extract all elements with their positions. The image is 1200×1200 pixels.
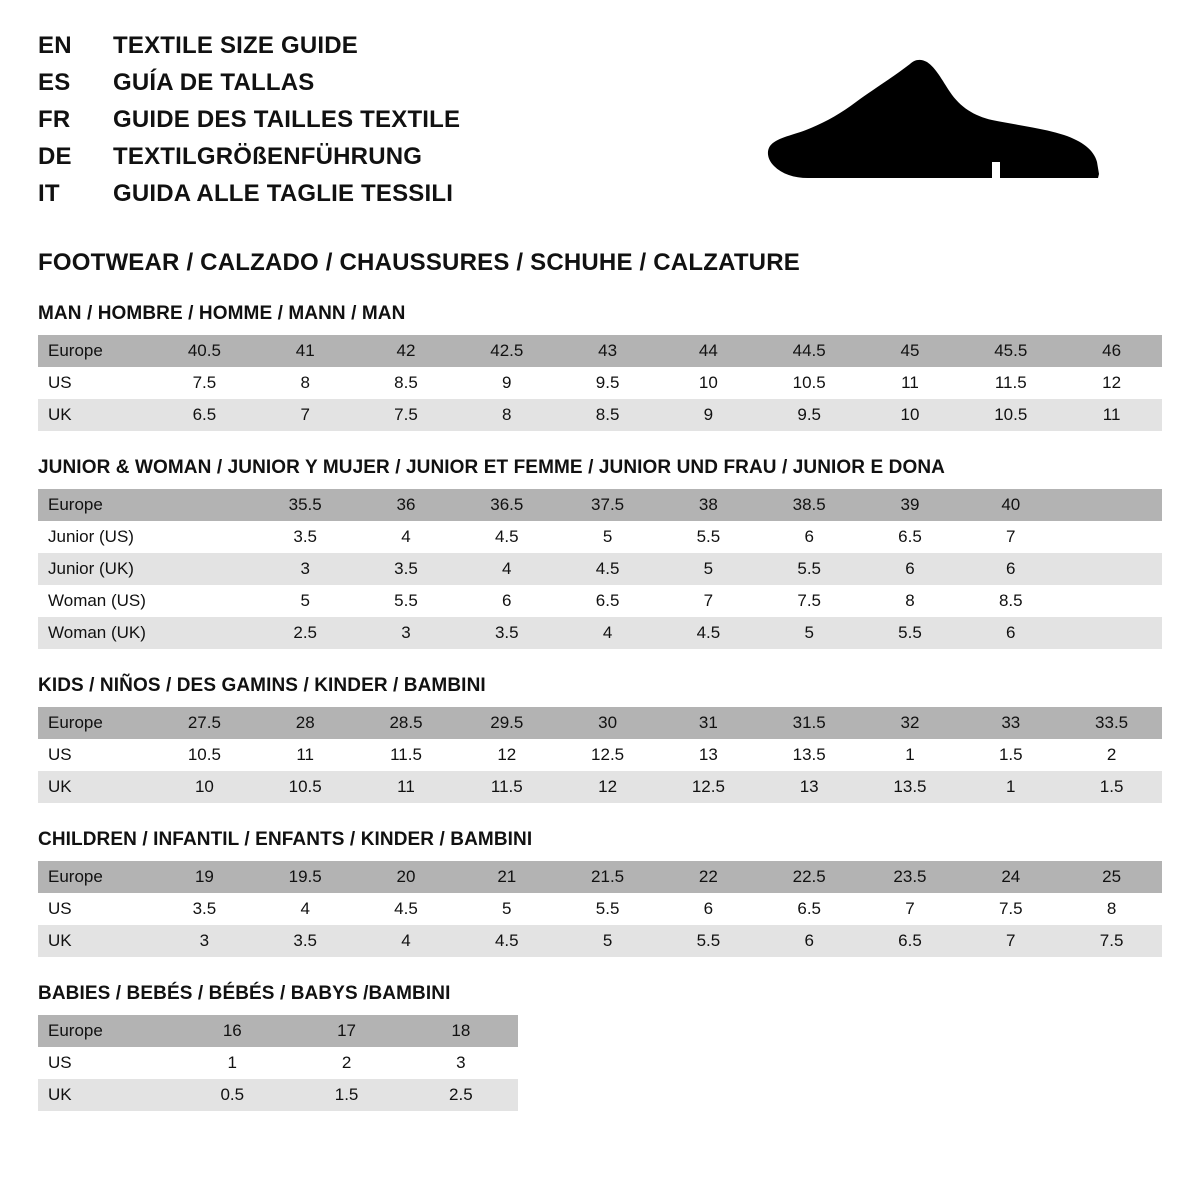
cell: 3.5 xyxy=(154,893,255,925)
cell xyxy=(154,489,255,521)
cell: 8 xyxy=(860,585,961,617)
language-code-de: DE xyxy=(38,143,72,170)
cell: 22 xyxy=(658,861,759,893)
cell: 3.5 xyxy=(255,521,356,553)
cell: 40.5 xyxy=(154,335,255,367)
cell: 6.5 xyxy=(557,585,658,617)
cell: 33.5 xyxy=(1061,707,1162,739)
row-label: Europe xyxy=(38,335,154,367)
cell: 1.5 xyxy=(289,1079,403,1111)
size-table-babies xyxy=(38,1015,518,1111)
cell: 17 xyxy=(289,1015,403,1047)
cell xyxy=(1061,617,1162,649)
cell: 36.5 xyxy=(456,489,557,521)
cell: 3.5 xyxy=(356,553,457,585)
cell xyxy=(154,553,255,585)
row-label: UK xyxy=(38,1079,175,1111)
cell: 3.5 xyxy=(456,617,557,649)
section-title-junior-woman: JUNIOR & WOMAN / JUNIOR Y MUJER / JUNIOR ET FEMME / JUNIOR UND FRAU / JUNIOR E DONA xyxy=(38,457,946,478)
table-row xyxy=(38,553,1162,585)
cell: 42.5 xyxy=(456,335,557,367)
section-junior-woman xyxy=(38,457,1162,649)
row-label: Europe xyxy=(38,707,154,739)
language-title-it: GUIDA ALLE TAGLIE TESSILI xyxy=(113,180,454,207)
row-label: US xyxy=(38,1047,175,1079)
size-table-man xyxy=(38,335,1162,431)
cell: 2.5 xyxy=(404,1079,518,1111)
cell: 18 xyxy=(404,1015,518,1047)
row-label: UK xyxy=(38,925,154,957)
cell: 5 xyxy=(456,893,557,925)
cell: 11 xyxy=(255,739,356,771)
cell xyxy=(154,585,255,617)
cell: 4.5 xyxy=(658,617,759,649)
table-row xyxy=(38,893,1162,925)
cell: 6 xyxy=(456,585,557,617)
cell: 12 xyxy=(557,771,658,803)
cell: 19.5 xyxy=(255,861,356,893)
cell: 6.5 xyxy=(154,399,255,431)
cell: 1 xyxy=(960,771,1061,803)
cell: 5.5 xyxy=(557,893,658,925)
cell: 6 xyxy=(860,553,961,585)
cell: 11.5 xyxy=(356,739,457,771)
cell: 3 xyxy=(154,925,255,957)
row-label: UK xyxy=(38,399,154,431)
cell: 7.5 xyxy=(154,367,255,399)
language-code-fr: FR xyxy=(38,106,71,133)
cell: 19 xyxy=(154,861,255,893)
cell: 12.5 xyxy=(658,771,759,803)
size-table-kids xyxy=(38,707,1162,803)
cell: 10 xyxy=(658,367,759,399)
row-label: Europe xyxy=(38,1015,175,1047)
language-code-es: ES xyxy=(38,69,71,96)
row-label: UK xyxy=(38,771,154,803)
section-title-man: MAN / HOMBRE / HOMME / MANN / MAN xyxy=(38,303,406,324)
table-row xyxy=(38,617,1162,649)
cell: 12.5 xyxy=(557,739,658,771)
cell: 24 xyxy=(960,861,1061,893)
row-label: US xyxy=(38,367,154,399)
cell: 4 xyxy=(356,521,457,553)
cell: 44.5 xyxy=(759,335,860,367)
cell: 13.5 xyxy=(860,771,961,803)
cell: 10 xyxy=(860,399,961,431)
table-row xyxy=(38,861,1162,893)
table-row xyxy=(38,925,1162,957)
section-babies xyxy=(38,983,1162,1111)
cell: 35.5 xyxy=(255,489,356,521)
table-row xyxy=(38,1079,518,1111)
cell: 6.5 xyxy=(759,893,860,925)
cell: 4.5 xyxy=(356,893,457,925)
cell: 0.5 xyxy=(175,1079,289,1111)
cell xyxy=(1061,585,1162,617)
cell: 4 xyxy=(557,617,658,649)
cell: 12 xyxy=(1061,367,1162,399)
language-title-fr: GUIDE DES TAILLES TEXTILE xyxy=(113,106,461,133)
cell: 7.5 xyxy=(356,399,457,431)
cell: 2.5 xyxy=(255,617,356,649)
row-label: Woman (US) xyxy=(38,585,154,617)
cell: 31 xyxy=(658,707,759,739)
cell: 25 xyxy=(1061,861,1162,893)
cell: 1.5 xyxy=(1061,771,1162,803)
cell: 7 xyxy=(960,521,1061,553)
row-label: US xyxy=(38,893,154,925)
cell: 5 xyxy=(658,553,759,585)
category-title: FOOTWEAR / CALZADO / CHAUSSURES / SCHUHE / CALZATURE xyxy=(38,249,800,276)
cell: 45.5 xyxy=(960,335,1061,367)
cell: 5 xyxy=(255,585,356,617)
cell: 8.5 xyxy=(356,367,457,399)
cell: 9.5 xyxy=(557,367,658,399)
cell: 3 xyxy=(255,553,356,585)
cell: 7.5 xyxy=(1061,925,1162,957)
section-children xyxy=(38,829,1162,957)
cell xyxy=(1061,489,1162,521)
cell: 11 xyxy=(1061,399,1162,431)
cell: 39 xyxy=(860,489,961,521)
cell xyxy=(154,521,255,553)
cell: 5.5 xyxy=(860,617,961,649)
cell: 6 xyxy=(960,553,1061,585)
table-row xyxy=(38,335,1162,367)
cell: 4.5 xyxy=(557,553,658,585)
cell: 5.5 xyxy=(356,585,457,617)
cell: 7 xyxy=(960,925,1061,957)
language-row-de xyxy=(38,145,460,169)
cell: 5.5 xyxy=(658,521,759,553)
table-row xyxy=(38,367,1162,399)
cell: 5 xyxy=(759,617,860,649)
cell: 38.5 xyxy=(759,489,860,521)
table-row xyxy=(38,489,1162,521)
page-header xyxy=(38,34,1162,219)
cell: 8.5 xyxy=(960,585,1061,617)
cell: 20 xyxy=(356,861,457,893)
cell: 7.5 xyxy=(960,893,1061,925)
cell xyxy=(154,617,255,649)
cell: 9 xyxy=(456,367,557,399)
row-label: Europe xyxy=(38,489,154,521)
table-row xyxy=(38,1047,518,1079)
language-row-it xyxy=(38,182,460,206)
cell: 9.5 xyxy=(759,399,860,431)
language-title-list xyxy=(38,34,460,219)
cell: 31.5 xyxy=(759,707,860,739)
table-row xyxy=(38,585,1162,617)
cell: 38 xyxy=(658,489,759,521)
table-row xyxy=(38,1015,518,1047)
cell: 21.5 xyxy=(557,861,658,893)
size-table-children xyxy=(38,861,1162,957)
language-row-es xyxy=(38,71,460,95)
table-row xyxy=(38,707,1162,739)
cell: 13 xyxy=(658,739,759,771)
cell: 10.5 xyxy=(759,367,860,399)
language-title-es: GUÍA DE TALLAS xyxy=(113,69,315,96)
cell: 4.5 xyxy=(456,925,557,957)
table-row xyxy=(38,771,1162,803)
language-title-en: TEXTILE SIZE GUIDE xyxy=(113,32,358,59)
cell: 13.5 xyxy=(759,739,860,771)
cell: 10 xyxy=(154,771,255,803)
cell: 12 xyxy=(456,739,557,771)
row-label: Junior (UK) xyxy=(38,553,154,585)
cell: 7 xyxy=(860,893,961,925)
cell: 5 xyxy=(557,925,658,957)
cell: 2 xyxy=(289,1047,403,1079)
cell: 11.5 xyxy=(960,367,1061,399)
cell: 1 xyxy=(860,739,961,771)
row-label: Europe xyxy=(38,861,154,893)
cell: 5.5 xyxy=(759,553,860,585)
cell: 6 xyxy=(759,925,860,957)
cell: 41 xyxy=(255,335,356,367)
cell: 11 xyxy=(860,367,961,399)
cell: 6 xyxy=(960,617,1061,649)
cell: 23.5 xyxy=(860,861,961,893)
cell: 29.5 xyxy=(456,707,557,739)
cell: 33 xyxy=(960,707,1061,739)
cell: 10.5 xyxy=(960,399,1061,431)
cell: 6 xyxy=(759,521,860,553)
cell: 32 xyxy=(860,707,961,739)
cell: 27.5 xyxy=(154,707,255,739)
row-label: Junior (US) xyxy=(38,521,154,553)
cell: 37.5 xyxy=(557,489,658,521)
cell: 16 xyxy=(175,1015,289,1047)
section-man xyxy=(38,303,1162,431)
cell: 22.5 xyxy=(759,861,860,893)
cell: 6 xyxy=(658,893,759,925)
cell: 8 xyxy=(255,367,356,399)
cell: 7.5 xyxy=(759,585,860,617)
cell: 6.5 xyxy=(860,925,961,957)
cell: 43 xyxy=(557,335,658,367)
cell: 1.5 xyxy=(960,739,1061,771)
cell xyxy=(1061,521,1162,553)
cell: 45 xyxy=(860,335,961,367)
table-row xyxy=(38,739,1162,771)
cell: 8.5 xyxy=(557,399,658,431)
language-code-en: EN xyxy=(38,32,72,59)
cell: 1 xyxy=(175,1047,289,1079)
cell: 4 xyxy=(356,925,457,957)
section-title-children: CHILDREN / INFANTIL / ENFANTS / KINDER / BAMBINI xyxy=(38,829,533,850)
cell: 10.5 xyxy=(255,771,356,803)
cell: 5.5 xyxy=(658,925,759,957)
language-title-de: TEXTILGRÖßENFÜHRUNG xyxy=(113,143,423,170)
cell: 7 xyxy=(658,585,759,617)
row-label: US xyxy=(38,739,154,771)
cell: 3 xyxy=(356,617,457,649)
cell: 8 xyxy=(1061,893,1162,925)
size-table-junior-woman xyxy=(38,489,1162,649)
cell xyxy=(1061,553,1162,585)
cell: 2 xyxy=(1061,739,1162,771)
cell: 7 xyxy=(255,399,356,431)
section-title-kids: KIDS / NIÑOS / DES GAMINS / KINDER / BAMBINI xyxy=(38,675,486,696)
cell: 11 xyxy=(356,771,457,803)
cell: 28 xyxy=(255,707,356,739)
cell: 5 xyxy=(557,521,658,553)
language-code-it: IT xyxy=(38,180,60,207)
row-label: Woman (UK) xyxy=(38,617,154,649)
language-row-fr xyxy=(38,108,460,132)
cell: 30 xyxy=(557,707,658,739)
cell: 46 xyxy=(1061,335,1162,367)
table-row xyxy=(38,399,1162,431)
cell: 3 xyxy=(404,1047,518,1079)
cell: 9 xyxy=(658,399,759,431)
cell: 4 xyxy=(255,893,356,925)
language-row-en xyxy=(38,34,460,58)
dress-shoe-icon xyxy=(764,58,1104,193)
cell: 40 xyxy=(960,489,1061,521)
table-row xyxy=(38,521,1162,553)
cell: 11.5 xyxy=(456,771,557,803)
section-kids xyxy=(38,675,1162,803)
cell: 8 xyxy=(456,399,557,431)
cell: 36 xyxy=(356,489,457,521)
cell: 44 xyxy=(658,335,759,367)
cell: 21 xyxy=(456,861,557,893)
cell: 4 xyxy=(456,553,557,585)
cell: 28.5 xyxy=(356,707,457,739)
cell: 4.5 xyxy=(456,521,557,553)
cell: 10.5 xyxy=(154,739,255,771)
cell: 13 xyxy=(759,771,860,803)
cell: 6.5 xyxy=(860,521,961,553)
cell: 3.5 xyxy=(255,925,356,957)
cell: 42 xyxy=(356,335,457,367)
section-title-babies: BABIES / BEBÉS / BÉBÉS / BABYS /BAMBINI xyxy=(38,983,451,1004)
